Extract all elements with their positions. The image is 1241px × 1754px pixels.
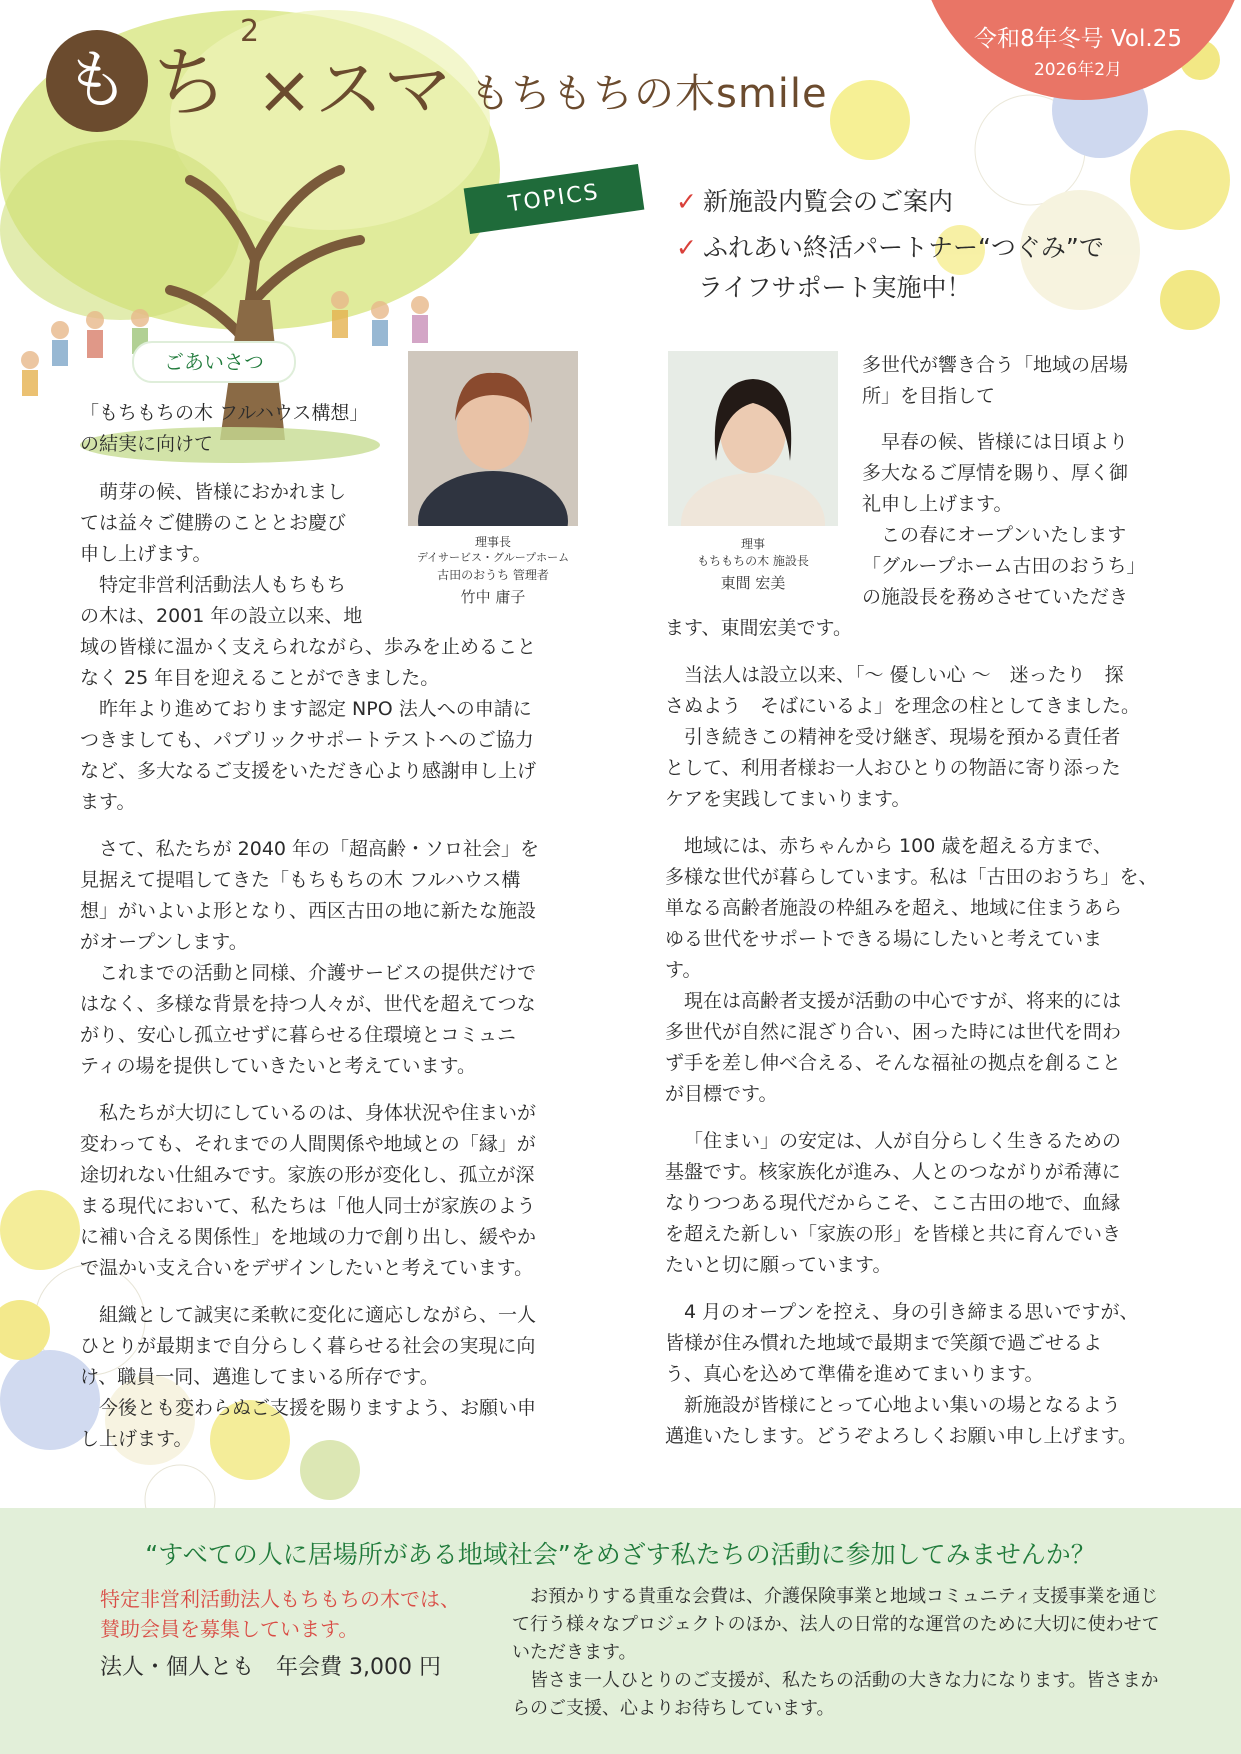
greeting-body: 域の皆様に温かく支えられながら、歩みを止めること なく 25 年目を迎えることができました。 昨年より進めております認定 NPO 法人への申請に つきましても、パブリックサポートテストへのご協力 など、多大なるご支援をいただき心より感謝申し上げ ます。 さて、私たちが 2040 年の「超高齢・ソロ社会」を 見据えて提唱してきた「もちもちの木 フルハウス構 想」がいよいよ形となり、西区古田の地に新たな施設 がオープンします。 これまでの活動と同様、介護サービスの提供だけで はなく、多様な背景を持つ人々が、世代を超えてつな がり、安心し孤立せずに暮らせる住環境とコミュニ ティの場を提供していきたいと考えています。 私たちが大切にしているのは、身体状況や住まいが 変わっても、それまでの人間関係や地域との「縁」が 途切れない仕組みです。家族の形が変化し、孤立が深 まる現代において、私たちは「他人同士が家族のよう に補い合える関係性」を地域の力で創り出し、緩やか で温かい支え合いをデザインしたいと考えています。 組織として誠実に柔軟に変化に適応しながら、一人 ひとりが最期まで自分らしく暮らせる社会の実現に向 け、職員一同、邁進してまいる所存です。 今後とも変わらぬご支援を賜りますよう、お願い申 し上げます。	[80, 636, 540, 1450]
topics-ribbon: TOPICS	[464, 164, 645, 234]
greeting-pill: ごあいさつ	[132, 341, 296, 383]
director-intro: 早春の候、皆様には日頃より 多大なるご厚情を賜り、厚く御 礼申し上げます。 この春にオープンいたします 「グループホーム古田のおうち」 の施設長を務めさせていただき	[862, 431, 1146, 608]
director-body: ます、東間宏美です。 当法人は設立以来、「～ 優しい心 ～ 迷ったり 探 さぬよう そばにいるよ」を理念の柱としてきました。 引き続きこの精神を受け継ぎ、現場を預かる責任者 として、利用者様お一人おひとりの物語に寄り添った ケアを実践してまいります。 地域には、赤ちゃんから 100 歳を超える方まで、 多様な世代が暮らしています。私は「古田のおうち」を、 単なる高齢者施設の枠組みを超え、地域に住まうあら ゆる世代をサポートできる場にしたいと考えていま す。 現在は高齢者支援が活動の中心ですが、将来的には 多世代が自然に混ざり合い、困った時には世代を問わ ず手を差し伸べ合える、そんな福祉の拠点を創ること が目標です。 「住まい」の安定は、人が自分らしく生きるための 基盤です。核家族化が進み、人とのつながりが希薄に なりつつある現代だからこそ、ここ古田の地で、血縁 を超えた新しい「家族の形」を皆様と共に育んでいき たいと切に願っています。 4 月のオープンを控え、身の引き締まる思いですが、 皆様が住み慣れた地域で最期まで笑顔で過ごせるよ う、真心を込めて準備を進めてまいります。 新施設が皆様にとって心地よい集いの場となるよう 邁進いたします。どうぞよろしくお願い申し上げます。	[665, 617, 1158, 1447]
chairperson-photo	[408, 351, 578, 526]
issue-volume: 令和8年冬号 Vol.25	[974, 26, 1182, 52]
topic-item-2: ✓ ふれあい終活パートナー“つぐみ”で	[676, 233, 1104, 262]
annual-fee: 法人・個人とも 年会費 3,000 円	[100, 1655, 441, 1680]
director-name: 東間 宏美	[720, 574, 786, 592]
director-role: 理事	[740, 537, 765, 551]
chairperson-role: 理事長	[474, 535, 511, 549]
greeting-heading: 「もちもちの木 フルハウス構想」 の結実に向けて	[80, 402, 369, 455]
logo-superscript: 2	[240, 14, 260, 49]
director-org: もちもちの木 施設長	[697, 554, 809, 568]
topic-item-2-cont: ライフサポート実施中！	[698, 273, 972, 302]
logo-mo: も	[46, 30, 148, 132]
supporter-description: お預かりする貴重な会費は、介護保険事業と地域コミュニティ支援事業を通じて行う様々なプロジェクトのほか、法人の日常的な運営のために大切に使わせていただきます。 皆さま一人ひとりのご支援が、私たちの活動の大きな力になります。皆さまからのご支援、心よりお待ちしています。	[512, 1586, 1160, 1719]
check-icon: ✓	[676, 233, 697, 262]
director-heading: 多世代が響き合う「地域の居場 所」を目指して	[862, 354, 1129, 407]
issue-date: 2026年2月	[1033, 60, 1123, 80]
greeting-para1: 萌芽の候、皆様におかれまし ては益々ご健勝のこととお慶び 申し上げます。 特定非営利活動法人もちもち の木は、2001 年の設立以来、地	[80, 481, 363, 627]
supporter-recruit-1: 特定非営利活動法人もちもちの木では、	[100, 1587, 460, 1611]
director-photo	[668, 351, 838, 526]
chairperson-org2: 古田のおうち 管理者	[437, 568, 549, 582]
masthead-subtitle: もちもちの木smile	[470, 71, 828, 117]
topic-item-1: ✓ 新施設内覧会のご案内	[676, 187, 953, 216]
supporter-recruit-2: 賛助会員を募集しています。	[100, 1617, 359, 1641]
supporter-headline: “すべての人に居場所がある地域社会”をめざす私たちの活動に参加してみませんか？	[145, 1540, 1096, 1569]
chairperson-name: 竹中 庸子	[460, 588, 526, 606]
logo-x-suma: ×スマ	[256, 51, 454, 130]
chairperson-org: デイサービス・グループホーム	[416, 551, 570, 564]
logo-chi: ち	[152, 38, 228, 127]
check-icon: ✓	[676, 187, 697, 216]
